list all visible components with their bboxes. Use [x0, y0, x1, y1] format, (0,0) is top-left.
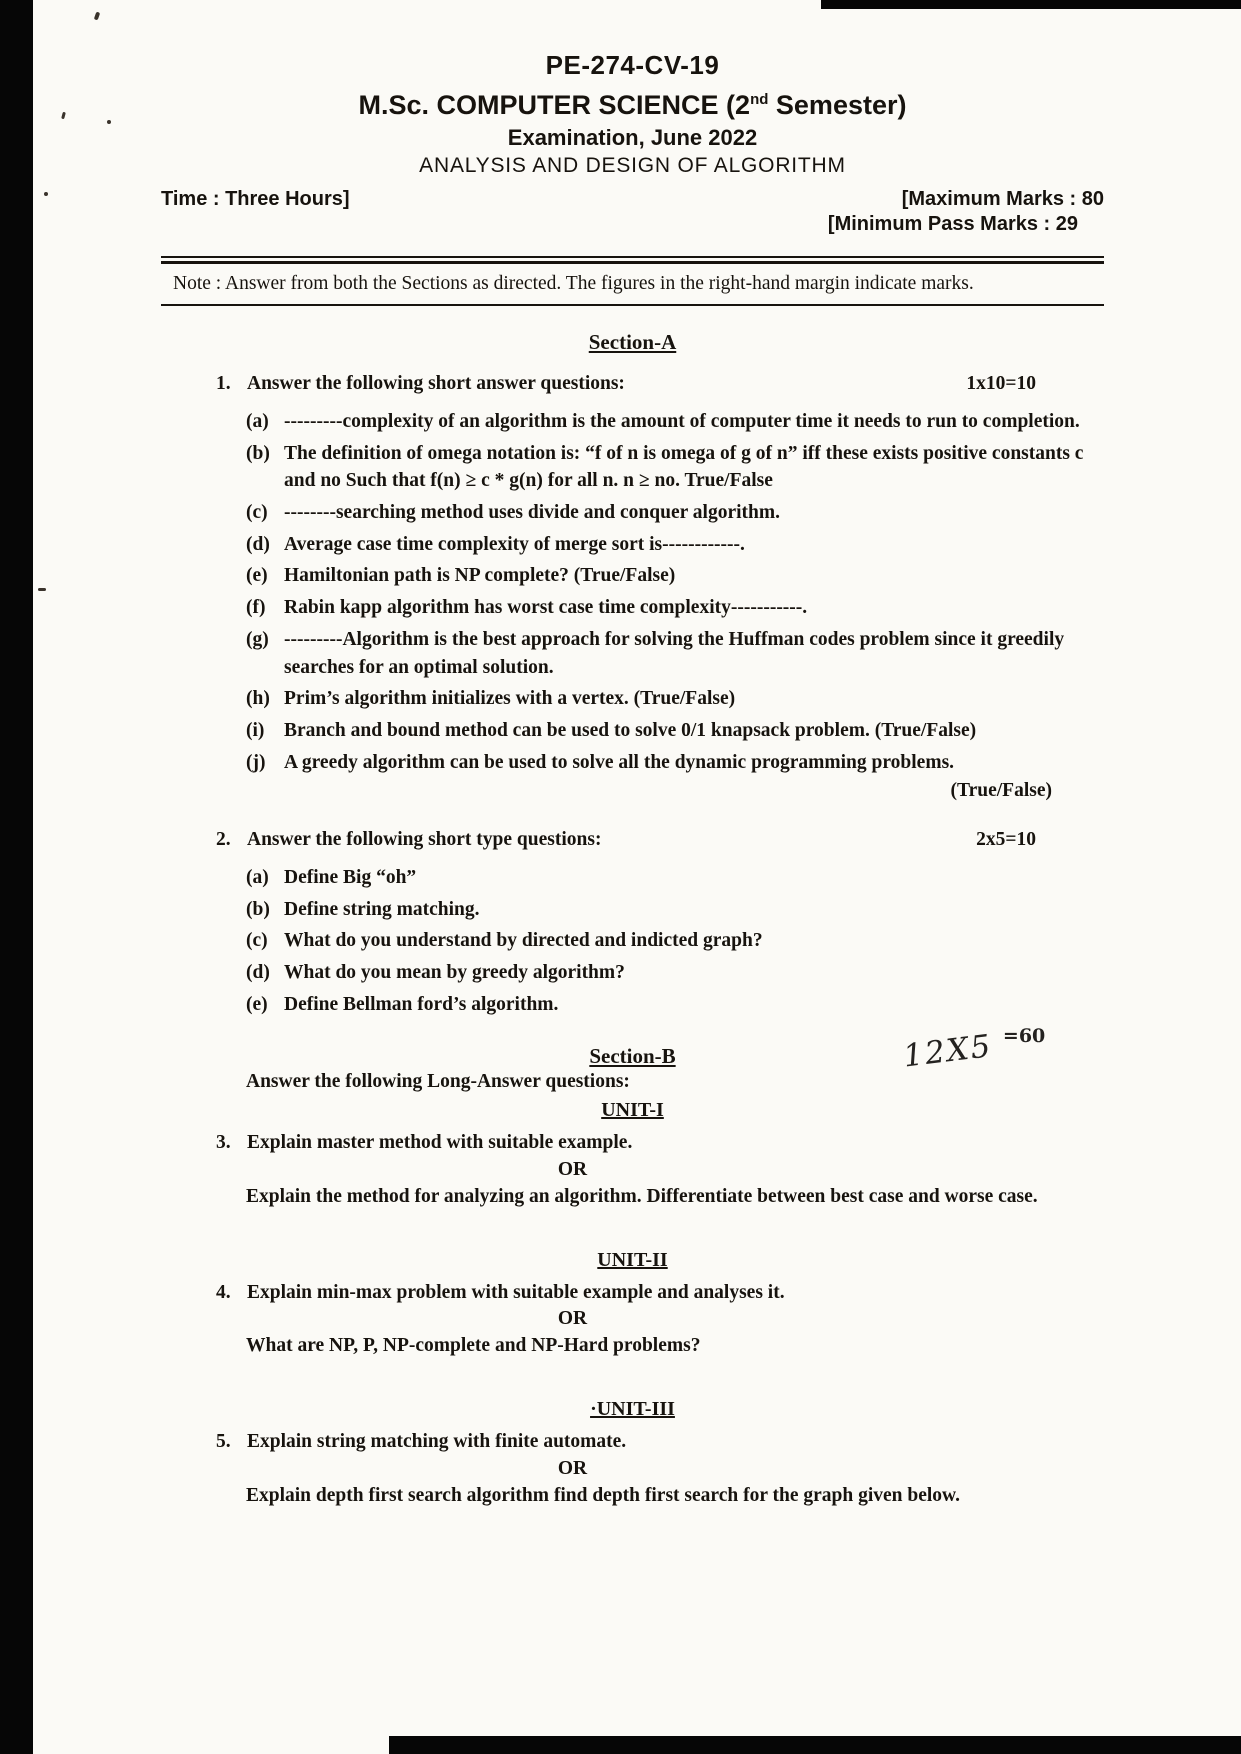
- minimum-pass-marks: [Minimum Pass Marks : 29: [827, 213, 1078, 235]
- part-text: Branch and bound method can be used to solve 0/1 knapsack problem. (True/False): [284, 719, 977, 741]
- trailing-true-false: (True/False): [950, 780, 1052, 802]
- part-label: (h): [246, 688, 270, 710]
- section-b-heading-row: [161, 1025, 1104, 1076]
- part-text: Define Bellman ford’s algorithm.: [284, 993, 559, 1015]
- rule-bottom: [161, 304, 1104, 306]
- question-part: [246, 959, 1104, 987]
- question-part: [246, 626, 1104, 681]
- part-label: (e): [246, 993, 268, 1015]
- part-label: (a): [246, 411, 269, 433]
- part-text: A greedy algorithm can be used to solve all the dynamic programming problems.: [284, 751, 955, 773]
- note-line: Note : Answer from both the Sections as directed. The figures in the right-hand margin indicate marks.: [173, 273, 974, 294]
- part-label: (g): [246, 628, 269, 650]
- part-text: What do you understand by directed and indicted graph?: [284, 930, 763, 952]
- part-text: --------searching method uses divide and conquer algorithm.: [284, 502, 780, 524]
- question-part: [246, 531, 1104, 559]
- part-label: (b): [246, 898, 270, 920]
- part-label: (b): [246, 442, 270, 464]
- time-allowed: Time : Three Hours]: [161, 188, 350, 210]
- question-text: Answer the following short answer questions:: [247, 373, 625, 395]
- question-number: 3.: [216, 1132, 231, 1154]
- part-text: ---------Algorithm is the best approach for solving the Huffman codes problem since it greedily searches for an optimal solution.: [284, 628, 1065, 678]
- or-separator: OR: [557, 1159, 588, 1181]
- page-content: [33, 0, 1241, 1510]
- question-1-parts: [161, 408, 1104, 802]
- question-5: [216, 1428, 1104, 1456]
- unit-2-title: UNIT-II: [597, 1248, 668, 1271]
- question-text: Explain master method with suitable example.: [247, 1132, 633, 1154]
- degree-title: [161, 90, 1104, 121]
- question-1-heading: [216, 370, 1104, 398]
- time-marks-row: [161, 188, 1104, 211]
- part-text: Prim’s algorithm initializes with a vertex. (True/False): [284, 688, 736, 710]
- scan-artifact-bottom-bar: [389, 1736, 1241, 1754]
- part-label: (j): [246, 751, 266, 773]
- question-part: [246, 896, 1104, 924]
- handwritten-marks-total: =60: [1002, 1025, 1045, 1048]
- question-3: [216, 1129, 1104, 1157]
- part-label: (d): [246, 962, 270, 984]
- unit-1-title: UNIT-I: [601, 1099, 664, 1122]
- part-label: (f): [246, 597, 266, 619]
- degree-title-tail: Semester): [768, 90, 907, 120]
- question-marks: 2x5=10: [976, 829, 1036, 851]
- question-part: [246, 927, 1104, 955]
- part-label: (a): [246, 866, 269, 888]
- question-2-parts: [161, 864, 1104, 1018]
- part-text: Rabin kapp algorithm has worst case time complexity-----------.: [284, 597, 808, 619]
- alternate-question-text: Explain the method for analyzing an algorithm. Differentiate between best case and worse case.: [246, 1186, 1038, 1208]
- part-text: Define Big “oh”: [284, 866, 417, 888]
- unit-3-title: ·UNIT-III: [590, 1398, 675, 1421]
- part-label: (d): [246, 533, 270, 555]
- question-4: [216, 1279, 1104, 1307]
- part-label: (c): [246, 502, 268, 524]
- handwritten-marks-annotation: [901, 1022, 1048, 1075]
- part-text: ---------complexity of an algorithm is the amount of computer time it needs to run to completion.: [284, 411, 1080, 433]
- handwritten-marks-value: 12X5: [900, 1028, 994, 1076]
- or-separator: OR: [557, 1457, 588, 1479]
- subject-title: ANALYSIS AND DESIGN OF ALGORITHM: [419, 154, 846, 177]
- part-text: The definition of omega notation is: “f of n is omega of g of n” iff these exists positive constants c and no Such that f(n) ≥ c * g(n) for all n. n ≥ no. True/False: [284, 442, 1084, 492]
- question-text: Explain min-max problem with suitable example and analyses it.: [247, 1281, 785, 1303]
- question-number: 2.: [216, 829, 231, 851]
- or-separator: OR: [557, 1308, 588, 1330]
- maximum-marks: [Maximum Marks : 80: [901, 188, 1104, 210]
- section-b-title: Section-B: [589, 1044, 676, 1069]
- question-part: [246, 864, 1104, 892]
- question-part: [246, 408, 1104, 436]
- rule-top-thin: [161, 256, 1104, 258]
- scan-artifact-left-bar: [0, 0, 33, 1754]
- part-label: (i): [246, 719, 265, 741]
- degree-title-ordinal: nd: [750, 91, 769, 108]
- question-part: [246, 991, 1104, 1019]
- section-a-title: Section-A: [588, 330, 677, 355]
- question-number: 5.: [216, 1431, 231, 1453]
- exam-session: Examination, June 2022: [507, 125, 758, 150]
- question-part: [246, 440, 1104, 495]
- part-text: Average case time complexity of merge sort is------------.: [284, 533, 745, 555]
- question-part: [246, 749, 1104, 777]
- question-marks: 1x10=10: [966, 373, 1036, 395]
- part-label: (e): [246, 565, 268, 587]
- question-part: [246, 717, 1104, 745]
- part-label: (c): [246, 930, 268, 952]
- question-part: [246, 499, 1104, 527]
- degree-title-main: M.Sc. COMPUTER SCIENCE (2: [358, 90, 751, 120]
- section-b-instructions: Answer the following Long-Answer questions:: [246, 1071, 630, 1093]
- alternate-question-text: What are NP, P, NP-complete and NP-Hard problems?: [246, 1335, 701, 1357]
- question-2-heading: [216, 826, 1104, 854]
- part-text: Define string matching.: [284, 898, 480, 920]
- question-text: Explain string matching with finite automate.: [247, 1431, 627, 1453]
- part-text: Hamiltonian path is NP complete? (True/False): [284, 565, 676, 587]
- question-text: Answer the following short type questions:: [247, 829, 602, 851]
- alternate-question-text: Explain depth first search algorithm find depth first search for the graph given below.: [246, 1484, 960, 1506]
- paper-code: PE-274-CV-19: [545, 50, 720, 80]
- question-part: [246, 594, 1104, 622]
- question-part: [246, 562, 1104, 590]
- question-number: 1.: [216, 373, 231, 395]
- part-text: What do you mean by greedy algorithm?: [284, 962, 625, 984]
- question-number: 4.: [216, 1281, 231, 1303]
- question-part: [246, 685, 1104, 713]
